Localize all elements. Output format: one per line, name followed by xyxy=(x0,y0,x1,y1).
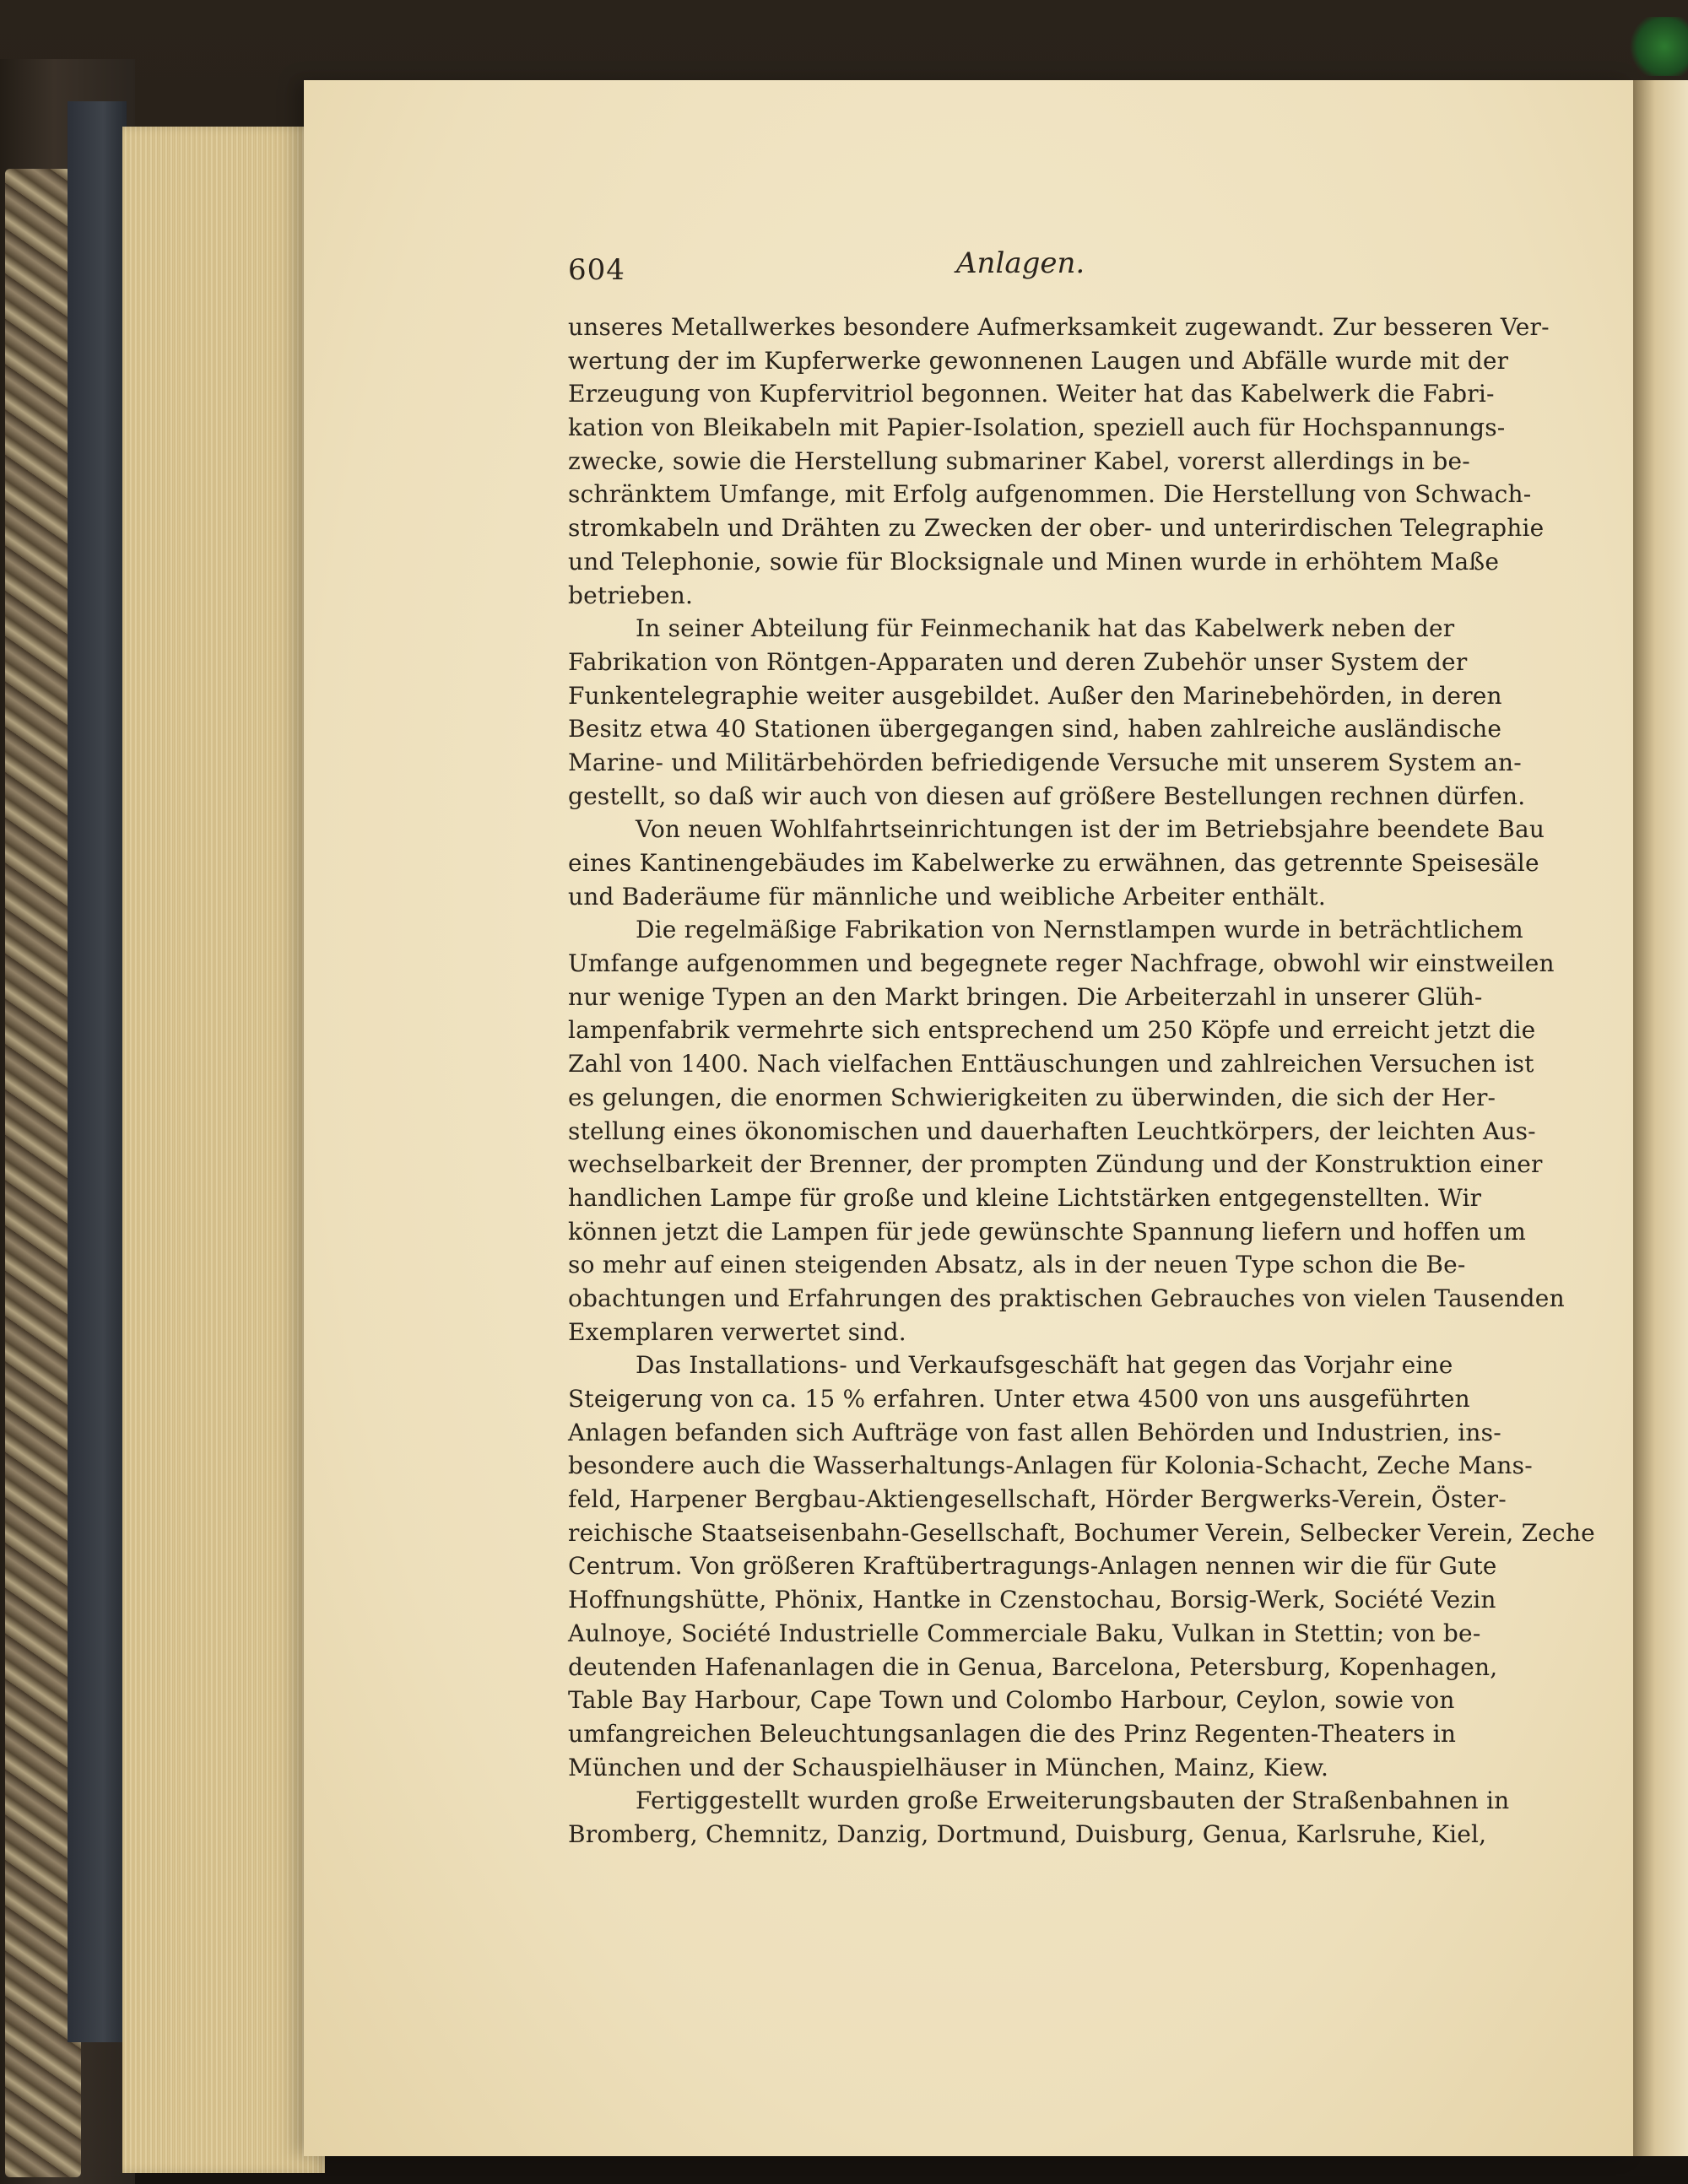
cover-binding-band xyxy=(68,101,127,2042)
text-line: Aulnoye, Société Industrielle Commerciale Baku, Vulkan in Stettin; von be- xyxy=(568,1619,1481,1647)
text-line: und Telephonie, sowie für Blocksignale und Minen wurde in erhöhtem Maße xyxy=(568,547,1500,576)
text-line: Anlagen befanden sich Aufträge von fast allen Behörden und Industrien, ins- xyxy=(568,1418,1501,1446)
text-line: nur wenige Typen an den Markt bringen. Die Arbeiterzahl in unserer Glüh- xyxy=(568,982,1483,1011)
text-line: stellung eines ökonomischen und dauerhaften Leuchtkörpers, der leichten Aus- xyxy=(568,1116,1536,1145)
text-line: Von neuen Wohlfahrtseinrichtungen ist der im Betriebsjahre beendete Bau xyxy=(636,815,1545,844)
text-line: so mehr auf einen steigenden Absatz, als in der neuen Type schon die Be- xyxy=(568,1251,1466,1279)
text-line: wertung der im Kupferwerke gewonnenen Laugen und Abfälle wurde mit der xyxy=(568,346,1509,375)
text-line: Table Bay Harbour, Cape Town und Colombo Harbour, Ceylon, sowie von xyxy=(568,1686,1455,1715)
text-line: handlichen Lampe für große und kleine Lichtstärken entgegenstellten. Wir xyxy=(568,1183,1482,1212)
text-line: Exemplaren verwertet sind. xyxy=(568,1317,906,1346)
text-line: Fertiggestellt wurden große Erweiterungsbauten der Straßenbahnen in xyxy=(636,1787,1510,1815)
text-line: betrieben. xyxy=(568,581,694,609)
text-line: kation von Bleikabeln mit Papier-Isolation, speziell auch für Hochspannungs- xyxy=(568,414,1506,442)
page-edges xyxy=(122,127,325,2173)
text-line: unseres Metallwerkes besondere Aufmerksamkeit zugewandt. Zur besseren Ver- xyxy=(568,313,1550,341)
text-line: gestellt, so daß wir auch von diesen auf größere Bestellungen rechnen dürfen. xyxy=(568,781,1526,810)
text-line: Die regelmäßige Fabrikation von Nernstlampen wurde in beträchtlichem xyxy=(636,916,1523,944)
page-header xyxy=(568,246,1450,297)
text-line: Hoffnungshütte, Phönix, Hantke in Czenstochau, Borsig-Werk, Société Vezin xyxy=(568,1586,1496,1614)
page-number: 604 xyxy=(568,253,625,287)
text-line: schränktem Umfange, mit Erfolg aufgenommen. Die Herstellung von Schwach- xyxy=(568,480,1532,509)
running-head: Anlagen. xyxy=(956,246,1085,280)
text-line: und Baderäume für männliche und weibliche Arbeiter enthält. xyxy=(568,882,1326,911)
text-line: Erzeugung von Kupfervitriol begonnen. Weiter hat das Kabelwerk die Fabri- xyxy=(568,380,1495,408)
text-line: es gelungen, die enormen Schwierigkeiten zu überwinden, die sich der Her- xyxy=(568,1083,1496,1111)
text-line: lampenfabrik vermehrte sich entsprechend um 250 Köpfe und erreicht jetzt die xyxy=(568,1016,1536,1045)
text-line: eines Kantinengebäudes im Kabelwerke zu erwähnen, das getrennte Speisesäle xyxy=(568,849,1539,877)
text-line: obachtungen und Erfahrungen des praktischen Gebrauches von vielen Tausenden xyxy=(568,1284,1565,1312)
body-text xyxy=(568,311,1595,1852)
text-line: In seiner Abteilung für Feinmechanik hat das Kabelwerk neben der xyxy=(636,614,1455,643)
text-line: zwecke, sowie die Herstellung submariner Kabel, vorerst allerdings in be- xyxy=(568,446,1470,475)
text-line: Steigerung von ca. 15 % erfahren. Unter etwa 4500 von uns ausgeführten xyxy=(568,1385,1470,1413)
text-line: Bromberg, Chemnitz, Danzig, Dortmund, Duisburg, Genua, Karlsruhe, Kiel, xyxy=(568,1819,1487,1848)
text-line: wechselbarkeit der Brenner, der prompten Zündung und der Konstruktion einer xyxy=(568,1150,1543,1179)
text-line: besondere auch die Wasserhaltungs-Anlagen für Kolonia-Schacht, Zeche Mans- xyxy=(568,1451,1533,1480)
text-line: Funkentelegraphie weiter ausgebildet. Außer den Marinebehörden, in deren xyxy=(568,681,1502,710)
text-line: München und der Schauspielhäuser in München, Mainz, Kiew. xyxy=(568,1753,1329,1781)
text-line: Umfange aufgenommen und begegnete reger Nachfrage, obwohl wir einstweilen xyxy=(568,949,1555,978)
text-line: Das Installations- und Verkaufsgeschäft hat gegen das Vorjahr eine xyxy=(636,1351,1453,1380)
text-line: Centrum. Von größeren Kraftübertragungs-Anlagen nennen wir die für Gute xyxy=(568,1552,1497,1581)
text-line: reichische Staatseisenbahn-Gesellschaft, Bochumer Verein, Selbecker Verein, Zeche xyxy=(568,1518,1595,1547)
text-line: Marine- und Militärbehörden befriedigende Versuche mit unserem System an- xyxy=(568,748,1522,776)
text-line: Fabrikation von Röntgen-Apparaten und deren Zubehör unser System der xyxy=(568,647,1468,676)
text-line: feld, Harpener Bergbau-Aktiengesellschaft, Hörder Bergwerks-Verein, Öster- xyxy=(568,1485,1507,1514)
text-line: Zahl von 1400. Nach vielfachen Enttäuschungen und zahlreichen Versuchen ist xyxy=(568,1050,1534,1078)
text-line: umfangreichen Beleuchtungsanlagen die des Prinz Regenten-Theaters in xyxy=(568,1719,1457,1748)
text-line: stromkabeln und Drähten zu Zwecken der ober- und unterirdischen Telegraphie xyxy=(568,514,1545,543)
text-line: können jetzt die Lampen für jede gewünschte Spannung liefern und hoffen um xyxy=(568,1217,1526,1246)
text-line: Besitz etwa 40 Stationen übergegangen sind, haben zahlreiche ausländische xyxy=(568,715,1502,743)
facing-page-edge xyxy=(1633,80,1688,2156)
bookmark-ribbon xyxy=(1629,17,1688,76)
text-line: deutenden Hafenanlagen die in Genua, Barcelona, Petersburg, Kopenhagen, xyxy=(568,1652,1498,1681)
